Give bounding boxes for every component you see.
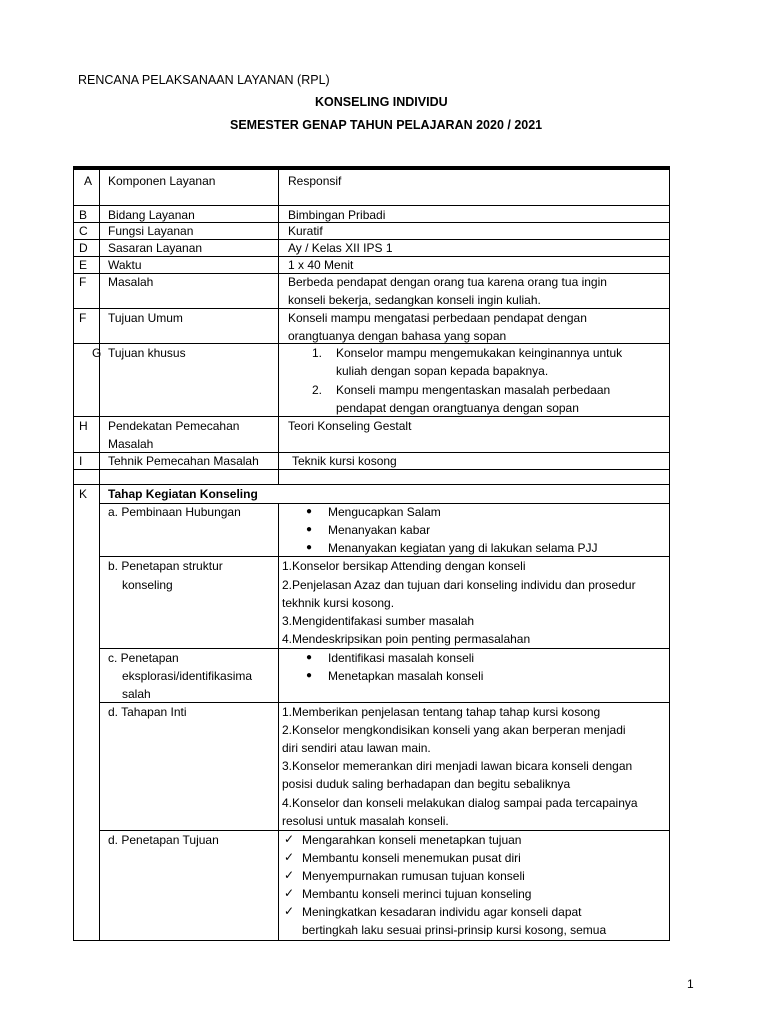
column-divider: [73, 166, 74, 941]
row-value-line: Konseli mampu mengatasi perbedaan pendapat dengan: [288, 311, 587, 325]
column-divider: [278, 503, 279, 941]
checkmark-icon: ✓: [284, 868, 295, 882]
checkmark-icon: ✓: [284, 850, 295, 864]
row-value: Bimbingan Pribadi: [288, 208, 386, 222]
row-value-line: orangtuanya dengan bahasa yang sopan: [288, 329, 507, 343]
row-label: Waktu: [108, 258, 142, 272]
row-label: Tehnik Pemecahan Masalah: [108, 454, 259, 468]
column-divider: [278, 166, 279, 485]
stage-line: 3.Konselor memerankan diri menjadi lawan bicara konseli dengan: [282, 759, 633, 773]
row-code: A: [84, 174, 93, 188]
row-code: G: [92, 346, 102, 360]
bullet-item: Menanyakan kabar: [328, 523, 431, 537]
column-divider: [669, 166, 670, 941]
row-code: C: [79, 224, 88, 238]
table-top-border: [73, 166, 670, 170]
stage-line: 4.Konselor dan konseli melakukan dialog sampai pada tercapainya: [282, 796, 638, 810]
row-value: 1 x 40 Menit: [288, 258, 354, 272]
check-item: Mengarahkan konseli menetapkan tujuan: [302, 833, 522, 847]
check-item: Meningkatkan kesadaran individu agar konseli dapat: [302, 905, 582, 919]
row-code: D: [79, 241, 88, 255]
stage-line: resolusi untuk masalah konseli.: [282, 814, 449, 828]
checkmark-icon: ✓: [284, 832, 295, 846]
stage-label: a. Pembinaan Hubungan: [108, 505, 241, 519]
stage-label-line: eksplorasi/identifikasima: [122, 669, 253, 683]
row-code: B: [79, 208, 88, 222]
check-item: Menyempurnakan rumusan tujuan konseli: [302, 869, 525, 883]
check-item-continuation: bertingkah laku sesuai prinsi-prinsip kursi kosong, semua: [302, 923, 607, 937]
list-item-line: kuliah dengan sopan kepada bapaknya.: [336, 364, 549, 378]
bullet-item: Mengucapkan Salam: [328, 505, 441, 519]
row-label: Tujuan khusus: [108, 346, 186, 360]
row-label-line: Pendekatan Pemecahan: [108, 419, 240, 433]
row-label: Komponen Layanan: [108, 174, 216, 188]
row-code: H: [79, 419, 88, 433]
row-value: Responsif: [288, 174, 342, 188]
row-code: F: [79, 311, 87, 325]
list-item-line: Konselor mampu mengemukakan keinginannya untuk: [336, 346, 623, 360]
row-label-line: Masalah: [108, 437, 154, 451]
bullet-item: Menanyakan kegiatan yang di lakukan selama PJJ: [328, 541, 598, 555]
row-label: Tujuan Umum: [108, 311, 183, 325]
row-value: Teori Konseling Gestalt: [288, 419, 412, 433]
row-value-line: Berbeda pendapat dengan orang tua karena orang tua ingin: [288, 275, 607, 289]
row-code: K: [79, 487, 88, 501]
stage-line: 1.Konselor bersikap Attending dengan konseli: [282, 559, 526, 573]
stage-line: 2.Konselor mengkondisikan konseli yang akan berperan menjadi: [282, 723, 626, 737]
stage-label-line: konseling: [122, 578, 173, 592]
bullet-icon: ●: [306, 542, 313, 553]
row-value: Kuratif: [288, 224, 323, 238]
stage-label-line: salah: [122, 687, 151, 701]
row-label: Bidang Layanan: [108, 208, 195, 222]
row-code: F: [79, 275, 87, 289]
list-item-line: Konseli mampu mengentaskan masalah perbedaan: [336, 383, 611, 397]
stage-line: 2.Penjelasan Azaz dan tujuan dari konseling individu dan prosedur: [282, 578, 636, 592]
stage-line: diri sendiri atau lawan main.: [282, 741, 431, 755]
stage-label: d. Penetapan Tujuan: [108, 833, 219, 847]
row-value: Ay / Kelas XII IPS 1: [288, 241, 393, 255]
check-item: Membantu konseli menemukan pusat diri: [302, 851, 521, 865]
document-subtitle: KONSELING INDIVIDU: [315, 95, 448, 109]
stage-label-line: c. Penetapan: [108, 651, 179, 665]
stage-line: 4.Mendeskripsikan poin penting permasalahan: [282, 632, 531, 646]
table-bottom-border: [73, 940, 670, 941]
stage-line: 1.Memberikan penjelasan tentang tahap tahap kursi kosong: [282, 705, 601, 719]
check-item: Membantu konseli merinci tujuan konseling: [302, 887, 532, 901]
row-value-line: konseli bekerja, sedangkan konseli ingin kuliah.: [288, 293, 541, 307]
stage-line: 3.Mengidentifakasi sumber masalah: [282, 614, 475, 628]
bullet-icon: ●: [306, 524, 313, 535]
bullet-icon: ●: [306, 670, 313, 681]
stage-label-line: b. Penetapan struktur: [108, 559, 223, 573]
checkmark-icon: ✓: [284, 904, 295, 918]
checkmark-icon: ✓: [284, 886, 295, 900]
row-label: Fungsi Layanan: [108, 224, 194, 238]
bullet-item: Menetapkan masalah konseli: [328, 669, 484, 683]
row-label: Sasaran Layanan: [108, 241, 203, 255]
row-label: Masalah: [108, 275, 154, 289]
list-number: 1.: [312, 346, 323, 360]
document-title: RENCANA PELAKSANAAN LAYANAN (RPL): [78, 73, 330, 87]
section-heading: Tahap Kegiatan Konseling: [108, 487, 258, 501]
stage-line: posisi duduk saling berhadapan dan begitu sebaliknya: [282, 777, 571, 791]
column-divider: [99, 166, 100, 941]
list-item-line: pendapat dengan orangtuanya dengan sopan: [336, 401, 579, 415]
bullet-icon: ●: [306, 652, 313, 663]
bullet-item: Identifikasi masalah konseli: [328, 651, 475, 665]
row-code: E: [79, 258, 88, 272]
page-number: 1: [687, 977, 694, 991]
bullet-icon: ●: [306, 506, 313, 517]
stage-line: tekhnik kursi kosong.: [282, 596, 395, 610]
row-code: I: [79, 454, 83, 468]
row-value: Teknik kursi kosong: [292, 454, 397, 468]
stage-label: d. Tahapan Inti: [108, 705, 187, 719]
semester-heading: SEMESTER GENAP TAHUN PELAJARAN 2020 / 2021: [230, 118, 543, 132]
list-number: 2.: [312, 383, 323, 397]
